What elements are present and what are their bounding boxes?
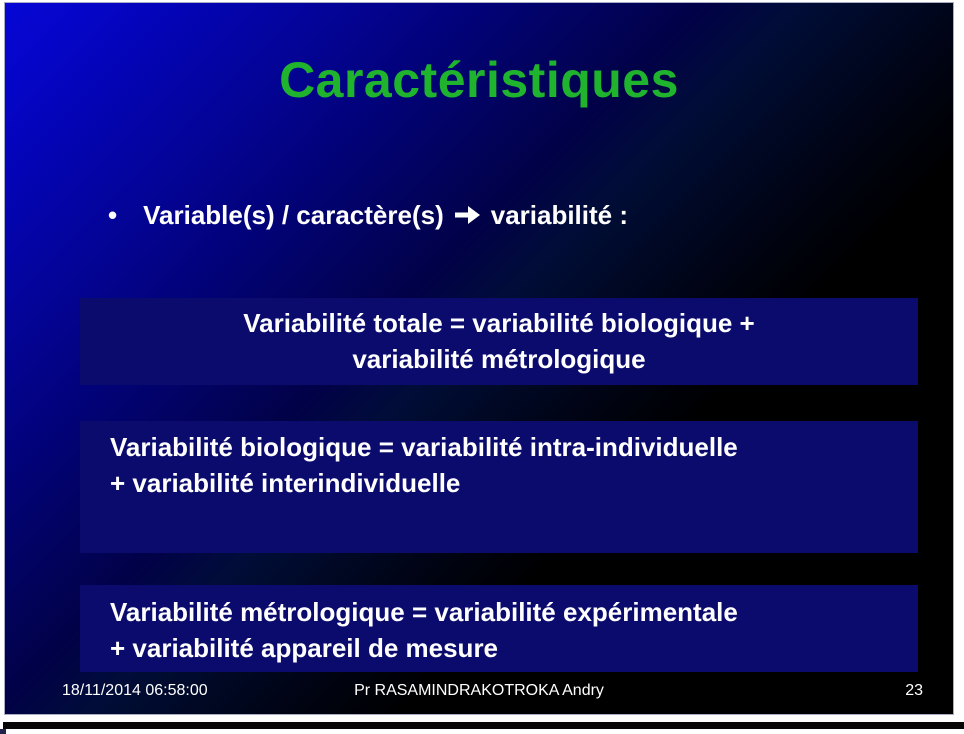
- box-line: + variabilité interindividuelle: [110, 468, 461, 498]
- footer-datetime: 18/11/2014 06:58:00: [62, 682, 208, 699]
- box-line: Variabilité métrologique = variabilité expérimentale: [110, 597, 738, 627]
- slide: [4, 2, 954, 715]
- slide-title: Caractéristiques: [279, 52, 679, 108]
- box-line: variabilité métrologique: [352, 344, 646, 374]
- footer-author: Pr RASAMINDRAKOTROKA Andry: [354, 682, 604, 699]
- footer-slide-number: 23: [905, 682, 923, 699]
- bullet-text-after-arrow: variabilité :: [490, 200, 629, 230]
- next-slide-edge: [3, 722, 964, 729]
- bullet-line: [108, 199, 628, 232]
- box-variabilite-biologique: [80, 421, 918, 553]
- box-variabilite-totale: [80, 298, 918, 385]
- corner-artifact: [0, 729, 6, 734]
- box-variabilite-metrologique: [80, 585, 918, 672]
- box-line: Variabilité totale = variabilité biologique +: [243, 308, 755, 338]
- box-line: Variabilité biologique = variabilité intra-individuelle: [110, 432, 738, 462]
- bullet-marker: •: [108, 200, 118, 230]
- bullet-text-before-arrow: Variable(s) / caractère(s): [143, 200, 444, 230]
- box-line: + variabilité appareil de mesure: [110, 633, 499, 663]
- right-arrow-icon: [454, 201, 481, 232]
